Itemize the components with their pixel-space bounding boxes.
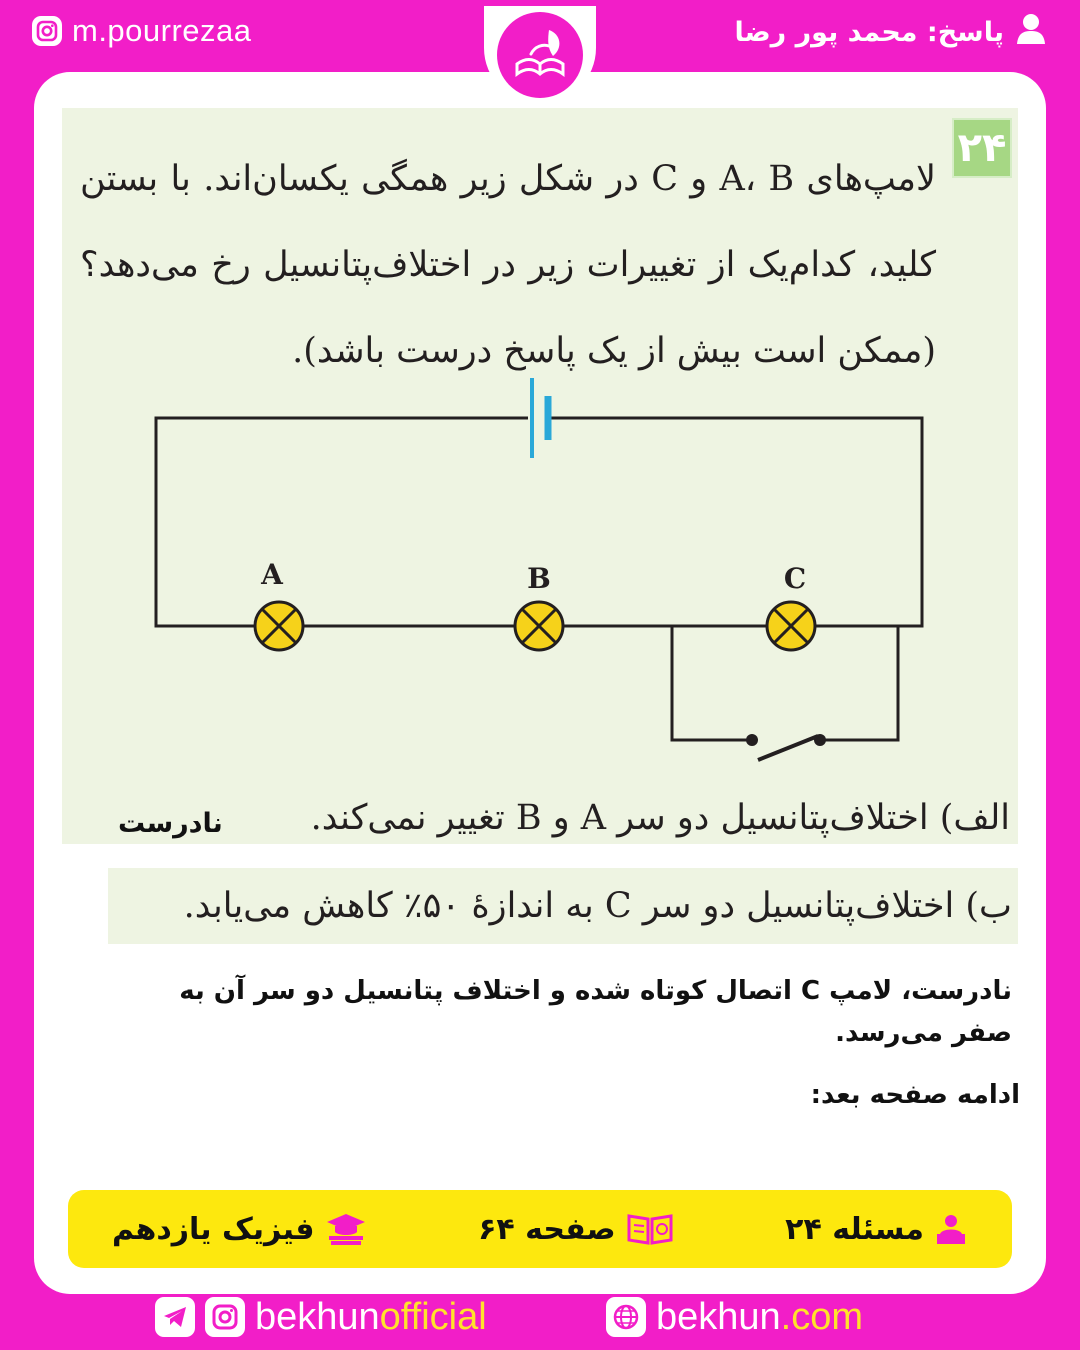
footer-website[interactable] (606, 1292, 863, 1342)
page-info (478, 1212, 673, 1247)
author-credit (734, 12, 1046, 52)
lamp-c (767, 602, 815, 650)
globe-icon (606, 1297, 646, 1337)
site-prefix: bekhun (656, 1295, 781, 1338)
graduation-books-icon (325, 1212, 367, 1246)
lamp-label-c: C (783, 562, 807, 595)
option-a: الف) اختلاف‌پتانسیل دو سر A و B تغییر نمی‌کند. (310, 798, 1010, 838)
social-prefix: bekhun (255, 1295, 380, 1338)
website-url (656, 1296, 863, 1339)
author-text: پاسخ: محمد پور رضا (734, 16, 1004, 48)
lamp-b (515, 602, 563, 650)
option-b (108, 868, 1018, 944)
footer (0, 1292, 1080, 1350)
switch (746, 734, 826, 760)
site-suffix: .com (780, 1295, 864, 1338)
instagram-icon (32, 16, 62, 46)
page-label: صفحه ۶۴ (478, 1211, 616, 1247)
info-bar (68, 1190, 1012, 1268)
user-icon (1016, 13, 1046, 52)
telegram-icon (155, 1297, 195, 1337)
lamp-a (255, 602, 303, 650)
logo-badge (497, 12, 583, 98)
problem-label: مسئله ۲۴ (785, 1211, 924, 1247)
option-b-text: ب) اختلاف‌پتانسیل دو سر C به اندازهٔ ۵۰٪ کاهش می‌یابد. (183, 886, 1012, 926)
instagram-icon (205, 1297, 245, 1337)
subject-info (112, 1212, 367, 1247)
social-suffix: official (379, 1295, 487, 1338)
question-number: ۲۴ (952, 118, 1012, 178)
social-handle (255, 1296, 487, 1339)
lamp-label-b: B (527, 562, 551, 595)
circuit-diagram (62, 108, 1018, 788)
book-quill-icon (509, 24, 571, 86)
question-box (62, 108, 1018, 844)
answer-text: نادرست، لامپ C اتصال کوتاه شده و اختلاف پتانسیل دو سر آن به صفر می‌رسد. (179, 976, 1012, 1048)
instagram-handle-text: m.pourrezaa (72, 13, 252, 48)
subject-label: فیزیک یازدهم (112, 1211, 315, 1247)
question-text: لامپ‌های A، B و C در شکل زیر همگی یکسان‌اند. با بستن کلید، کدام‌یک از تغییرات زیر در اختلاف‌پتانسیل رخ می‌دهد؟ (ممکن است بیش از یک پاسخ درست باشد). (80, 159, 937, 371)
teacher-icon (934, 1212, 968, 1246)
continue-note: ادامه صفحه بعد: (810, 1080, 1020, 1110)
footer-social[interactable] (155, 1292, 487, 1342)
open-book-icon (626, 1212, 674, 1246)
instagram-handle[interactable] (32, 12, 252, 50)
option-a-answer: نادرست (118, 808, 223, 839)
problem-info (785, 1212, 968, 1247)
lamp-label-a: A (261, 558, 283, 591)
